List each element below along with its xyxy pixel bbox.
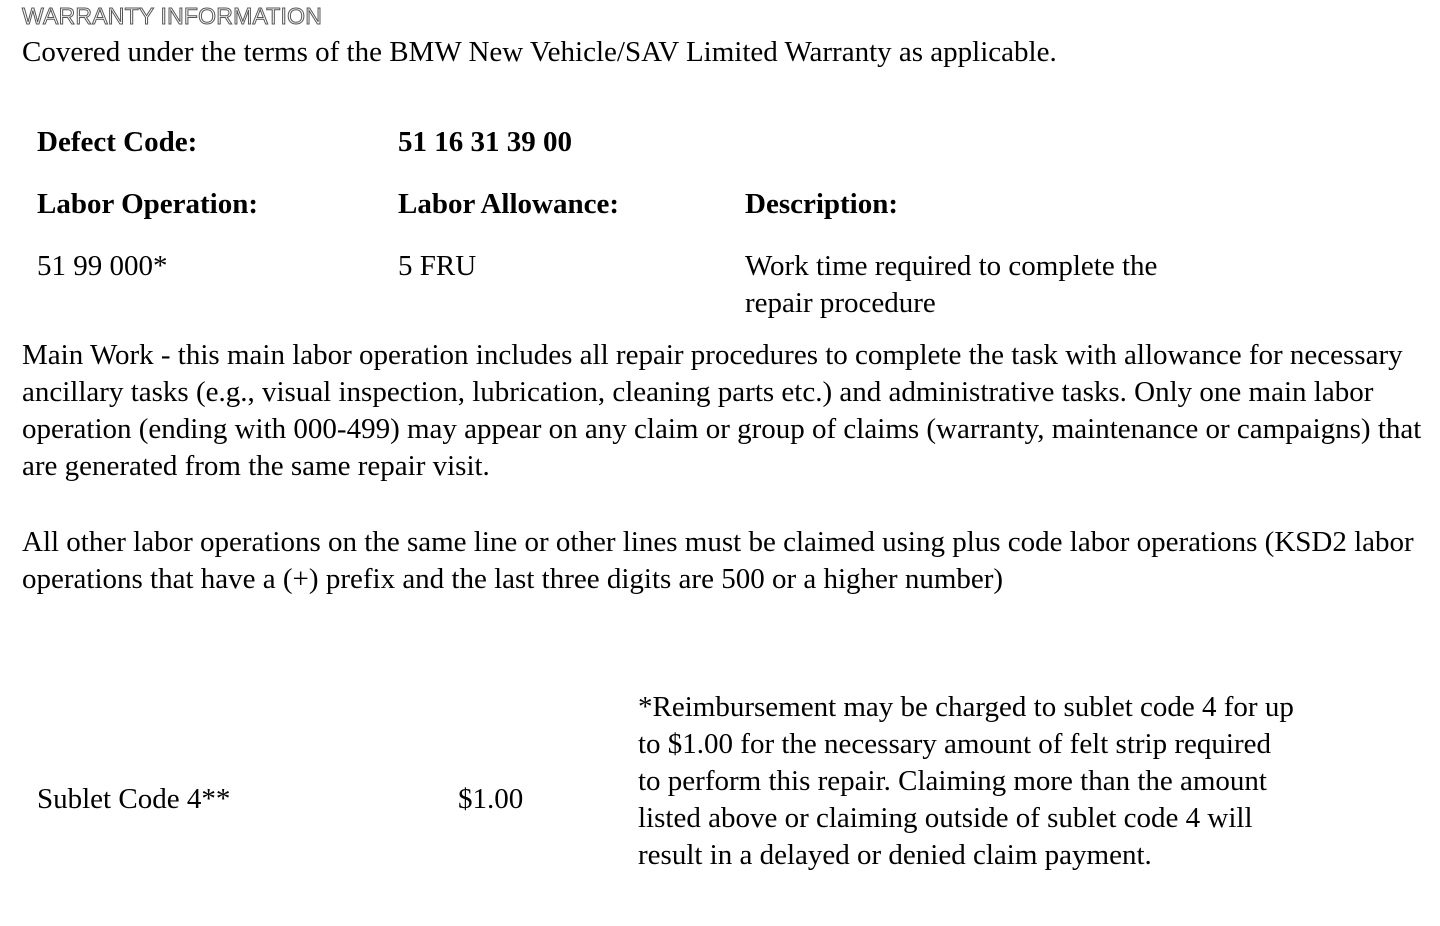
sublet-code-label: Sublet Code 4** [37,783,231,815]
reimbursement-note: *Reimbursement may be charged to sublet code 4 for up to $1.00 for the necessary amount of felt strip required to perform this repair. Claiming more than the amount listed above or claiming outside of sublet code 4 will result in a delayed or denied claim payment. [638,691,1294,871]
section-heading: WARRANTY INFORMATION [22,3,323,29]
defect-code-value: 51 16 31 39 00 [398,126,572,158]
main-work-paragraph: Main Work - this main labor operation includes all repair procedures to complete the task with allowance for necessary ancillary tasks (e.g., visual inspection, lubrication, cleaning parts etc.) and administrative tasks. Only one main labor operation (ending with 000-499) may appear on any claim or group of claims (warranty, maintenance or campaigns) that are generated from the same repair visit. [22,339,1422,482]
description-line-1: Work time required to complete the [745,250,1158,282]
description-line-2: repair procedure [745,287,936,319]
labor-operation-value: 51 99 000* [37,250,168,282]
other-operations-paragraph: All other labor operations on the same line or other lines must be claimed using plus code labor operations (KSD2 labor operations that have a (+) prefix and the last three digits are 500 or a higher number) [22,526,1414,595]
description-header: Description: [745,188,899,220]
warranty-intro: Covered under the terms of the BMW New Vehicle/SAV Limited Warranty as applicable. [22,36,1057,68]
sublet-amount: $1.00 [458,783,524,815]
labor-allowance-header: Labor Allowance: [398,188,619,220]
defect-code-label: Defect Code: [37,126,198,158]
labor-allowance-value: 5 FRU [398,250,477,282]
labor-operation-header: Labor Operation: [37,188,258,220]
